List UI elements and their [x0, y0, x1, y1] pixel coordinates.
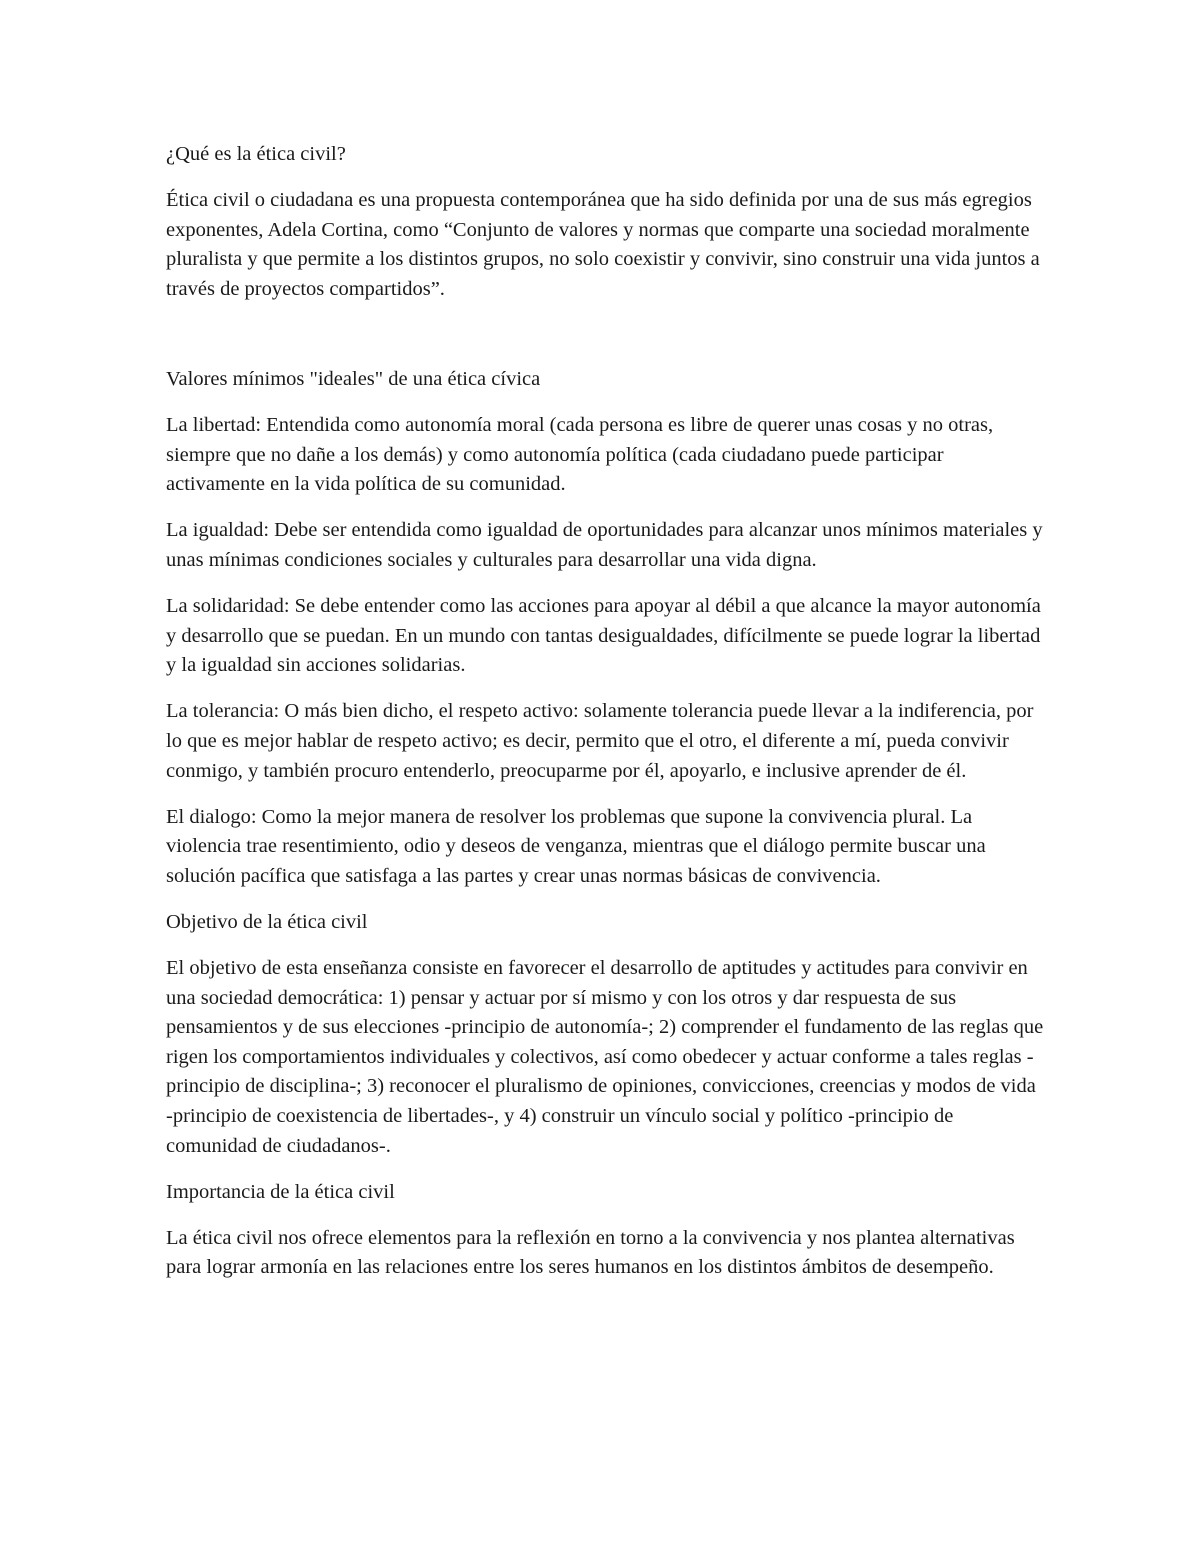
blank-line [166, 321, 1046, 365]
paragraph-importancia: La ética civil nos ofrece elementos para la reflexión en torno a la convivencia y nos plantea alternativas para lograr armonía en las relaciones entre los seres humanos en los distintos ámbitos de desempeño. [166, 1226, 1015, 1279]
paragraph-solidaridad: La solidaridad: Se debe entender como las acciones para apoyar al débil a que alcance la mayor autonomía y desarrollo que se puedan. En un mundo con tantas desigualdades, difícilmente se puede lograr la libertad y la igualdad sin acciones solidarias. [166, 595, 1041, 677]
paragraph-definicion: Ética civil o ciudadana es una propuesta contemporánea que ha sido definida por una de sus más egregios exponentes, Adela Cortina, como “Conjunto de valores y normas que comparte una sociedad moralmente pluralista y que permite a los distintos grupos, no solo coexistir y convivir, sino construir una vida juntos a través de proyectos compartidos”. [166, 189, 1040, 300]
paragraph-dialogo: El dialogo: Como la mejor manera de resolver los problemas que supone la convivencia plural. La violencia trae resentimiento, odio y deseos de venganza, mientras que el diálogo permite buscar una solución pacífica que satisfaga a las partes y crear unas normas básicas de convivencia. [166, 805, 986, 887]
section-heading-importancia: Importancia de la ética civil [166, 1180, 395, 1203]
section-heading-objetivo: Objetivo de la ética civil [166, 910, 368, 933]
paragraph-libertad: La libertad: Entendida como autonomía moral (cada persona es libre de querer unas cosas y no otras, siempre que no dañe a los demás) y como autonomía política (cada ciudadano puede participar activamente en la vida política de su comunidad. [166, 414, 994, 496]
section-heading-valores: Valores mínimos "ideales" de una ética cívica [166, 367, 541, 390]
document-page [166, 140, 1046, 1299]
paragraph-igualdad: La igualdad: Debe ser entendida como igualdad de oportunidades para alcanzar unos mínimos materiales y unas mínimas condiciones sociales y culturales para desarrollar una vida digna. [166, 519, 1043, 571]
section-heading-que-es: ¿Qué es la ética civil? [166, 143, 346, 165]
paragraph-objetivo: El objetivo de esta enseñanza consiste en favorecer el desarrollo de aptitudes y actitudes para convivir en una sociedad democrática: 1) pensar y actuar por sí mismo y con los otros y dar respuesta de sus pensamientos y de sus elecciones -principio de autonomía-; 2) comprender el fundamento de las reglas que rigen los comportamientos individuales y colectivos, así como obedecer y actuar conforme a tales reglas -principio de disciplina-; 3) reconocer el pluralismo de opiniones, convicciones, creencias y modos de vida -principio de coexistencia de libertades-, y 4) construir un vínculo social y político -principio de comunidad de ciudadanos-. [166, 956, 1044, 1157]
paragraph-tolerancia: La tolerancia: O más bien dicho, el respeto activo: solamente tolerancia puede llevar a la indiferencia, por lo que es mejor hablar de respeto activo; es decir, permito que el otro, el diferente a mí, pueda convivir conmigo, y también procuro entenderlo, preocuparme por él, apoyarlo, e inclusive aprender de él. [166, 700, 1034, 782]
